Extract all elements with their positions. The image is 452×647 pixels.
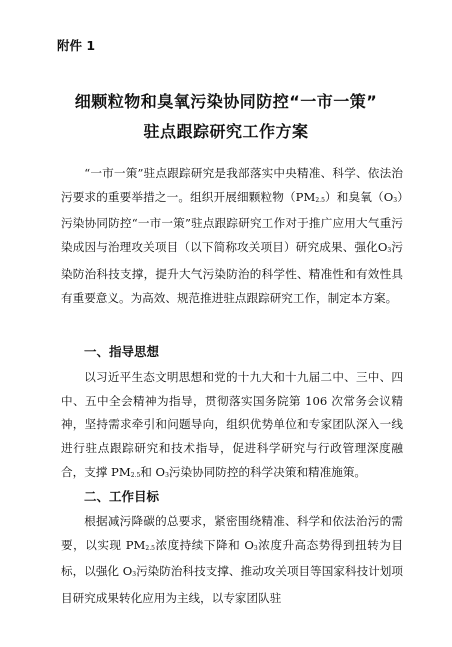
guiding-ideology-paragraph [61, 366, 403, 488]
intro-text-1: “一市一策”驻点跟踪研究是我部落实中央精准、科学、依法治污要求的重要举措之一。组织开展细颗粒物（PM [61, 166, 403, 204]
o3-subscript: 3 [393, 196, 398, 204]
intro-text-4: 污染防治科技支撑，提升大气污染防治的科学性、精准性和有效性具有重要意义。为高效、规范推进驻点跟踪研究工作，制定本方案。 [61, 240, 403, 305]
pm-subscript: 2.5 [315, 196, 325, 204]
pm-subscript: 2.5 [145, 544, 155, 552]
o3-subscript: 3 [253, 544, 258, 552]
section2-text-4: 污染防治科技支撑、推动攻关项目等国家科技计划项目研究成果转化应用为主线，以专家团队驻 [61, 564, 403, 606]
document-title-line1: 细颗粒物和臭氧污染协同防控“一市一策” [74, 92, 378, 111]
section1-text-3: 污染协同防控的科学决策和精准施策。 [168, 464, 367, 479]
document-title-line2: 驻点跟踪研究工作方案 [143, 122, 309, 141]
section2-text-3: 浓度升高态势得到扭转为目标，以强化 O [61, 537, 403, 579]
section1-text-1: 以习近平生态文明思想和党的十九大和十九届二中、三中、四中、五中全会精神为指导，贯彻落实国务院第 106 次常务会议精神，坚持需求牵引和问题导向，组织优势单位和专家团队深入一线进行驻点跟踪研究和技术指导，促进科学研究与行政管理深度融合，支撑 PM [61, 370, 403, 479]
work-goals-paragraph [61, 510, 403, 611]
intro-paragraph [61, 162, 403, 310]
section2-text-2: 浓度持续下降和 O [154, 537, 254, 552]
intro-text-3: ）污染协同防控“一市一策”驻点跟踪研究工作对于推广应用大气重污染成因与治理攻关项目（以下简称攻关项目）研究成果、强化O [61, 189, 403, 255]
section-heading-work-goals: 二、工作目标 [84, 489, 160, 504]
section1-text-2: 和 O [140, 464, 166, 479]
section2-text-1: 根据减污降碳的总要求，紧密围绕精准、科学和依法治污的需要，以实现 PM [61, 514, 403, 552]
intro-text-2: ）和臭氧（O [324, 189, 394, 204]
o3-subscript: 3 [387, 247, 392, 255]
pm-subscript: 2.5 [130, 471, 141, 479]
o3-subscript: 3 [132, 571, 137, 579]
o3-subscript: 3 [165, 471, 169, 479]
section-heading-guiding-ideology: 一、指导思想 [84, 344, 160, 359]
attachment-label: 附件 1 [57, 38, 96, 53]
